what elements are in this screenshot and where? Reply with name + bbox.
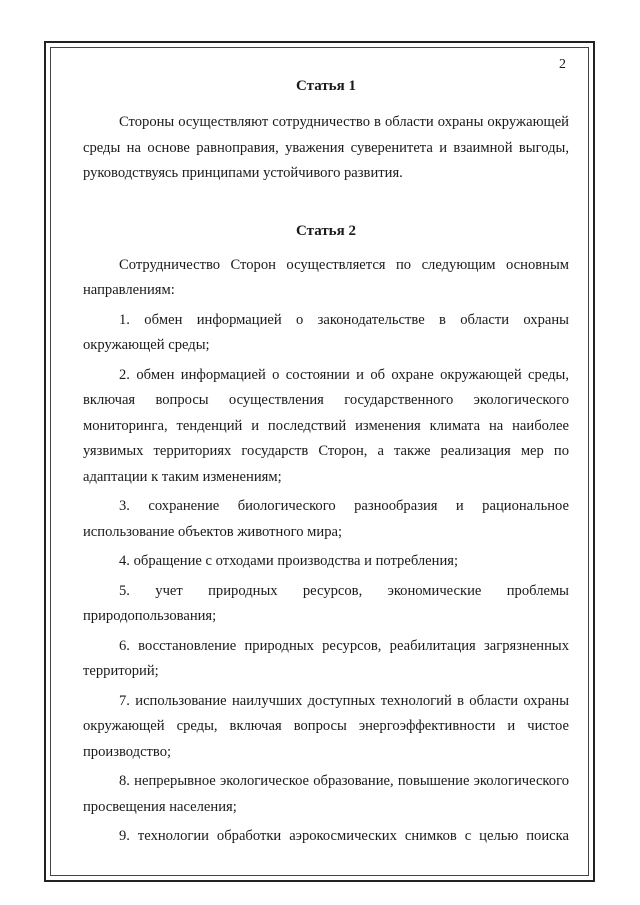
article-1-text: Стороны осуществляют сотрудничество в области охраны окружающей среды на основе равноправия, уважения суверенитета и взаимной выгоды, руководствуясь принципами устойчивого развития. <box>83 114 569 181</box>
list-item-6: 6. восстановление природных ресурсов, реабилитация загрязненных территорий; <box>83 637 569 679</box>
article-1-title: Статья 1 <box>296 78 356 94</box>
article-2-intro: Сотрудничество Сторон осуществляется по следующим основным направлениям: <box>83 256 569 298</box>
page-number: 2 <box>559 57 566 72</box>
document-body <box>83 76 569 854</box>
article-2-title: Статья 2 <box>296 222 356 239</box>
list-item-5: 5. учет природных ресурсов, экономические проблемы природопользования; <box>83 582 569 624</box>
list-item-3: 3. сохранение биологического разнообразия и рациональное использование объектов животного мира; <box>83 498 569 540</box>
list-item-8: 8. непрерывное экологическое образование, повышение экологического просвещения населения; <box>83 773 569 815</box>
list-item-2: 2. обмен информацией о состоянии и об охране окружающей среды, включая вопросы осуществления государственного экологического мониторинга, тенденций и последствий изменения климата на наиболее уязвимых территориях государств Сторон, а также реализация мер по адаптации к таким изменениям; <box>83 366 569 485</box>
list-item-9: 9. технологии обработки аэрокосмических снимков с целью поиска <box>119 828 569 844</box>
list-item-7: 7. использование наилучших доступных технологий в области охраны окружающей среды, включая вопросы энергоэффективности и чистое производство; <box>83 692 569 760</box>
list-item-1: 1. обмен информацией о законодательстве в области охраны окружающей среды; <box>83 311 569 353</box>
list-item-4: 4. обращение с отходами производства и потребления; <box>119 553 459 569</box>
